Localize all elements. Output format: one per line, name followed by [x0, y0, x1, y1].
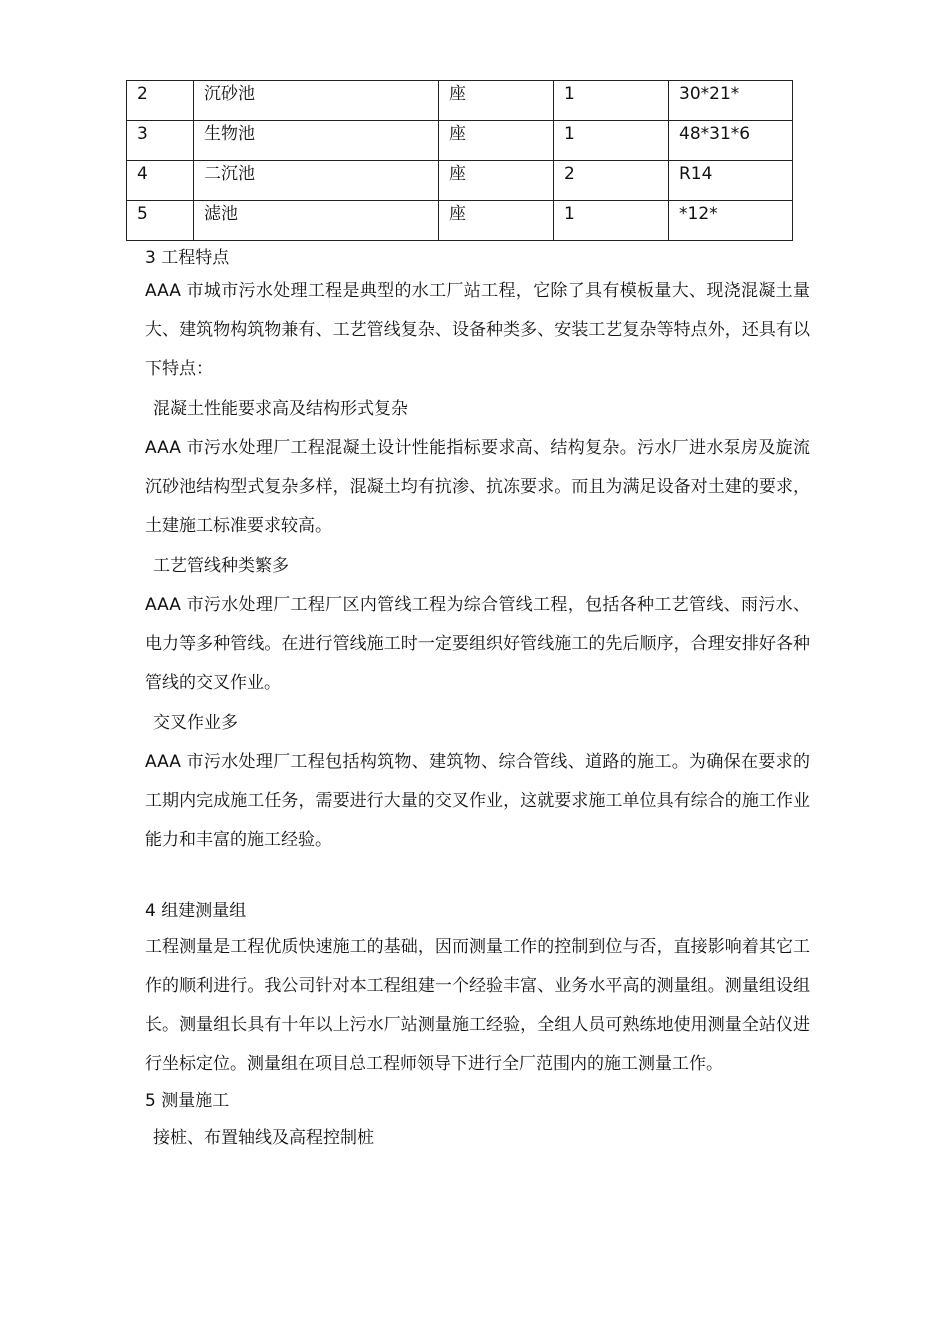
cell-qty: 1	[554, 121, 669, 161]
cell-size: 48*31*6	[669, 121, 793, 161]
table-row	[127, 121, 793, 161]
section-5-heading: 5 测量施工	[145, 1091, 230, 1111]
cell-unit: 座	[439, 201, 554, 241]
cell-no: 4	[127, 161, 194, 201]
feature-1-title: 混凝土性能要求高及结构形式复杂	[153, 399, 408, 419]
feature-2-text: AAA 市污水处理厂工程厂区内管线工程为综合管线工程，包括各种工艺管线、雨污水、电力等多种管线。在进行管线施工时一定要组织好管线施工的先后顺序，合理安排好各种管线的交叉作业。	[145, 595, 810, 693]
structures-table	[126, 80, 793, 241]
section-5-sub: 接桩、布置轴线及高程控制桩	[153, 1128, 374, 1148]
cell-name: 沉砂池	[194, 81, 439, 121]
cell-name: 滤池	[194, 201, 439, 241]
feature-1-text: AAA 市污水处理厂工程混凝土设计性能指标要求高、结构复杂。污水厂进水泵房及旋流沉砂池结构型式复杂多样，混凝土均有抗渗、抗冻要求。而且为满足设备对土建的要求，土建施工标准要求较高。	[145, 438, 810, 536]
cell-size: *12*	[669, 201, 793, 241]
cell-unit: 座	[439, 161, 554, 201]
cell-unit: 座	[439, 121, 554, 161]
section-spacer	[145, 860, 810, 894]
section-3-intro: AAA 市城市污水处理工程是典型的水工厂站工程，它除了具有模板量大、现浇混凝土量大、建筑物构筑物兼有、工艺管线复杂、设备种类多、安装工艺复杂等特点外，还具有以下特点：	[145, 281, 810, 379]
cell-name: 生物池	[194, 121, 439, 161]
cell-size: 30*21*	[669, 81, 793, 121]
cell-no: 5	[127, 201, 194, 241]
cell-qty: 1	[554, 201, 669, 241]
feature-3-text: AAA 市污水处理厂工程包括构筑物、建筑物、综合管线、道路的施工。为确保在要求的工期内完成施工任务，需要进行大量的交叉作业，这就要求施工单位具有综合的施工作业能力和丰富的施工经验。	[145, 752, 810, 850]
feature-2-title: 工艺管线种类繁多	[153, 556, 289, 576]
feature-3-title: 交叉作业多	[153, 713, 238, 733]
table-row	[127, 201, 793, 241]
section-3-heading: 3 工程特点	[145, 248, 230, 268]
section-4-heading: 4 组建测量组	[145, 901, 247, 921]
cell-unit: 座	[439, 81, 554, 121]
cell-qty: 1	[554, 81, 669, 121]
section-4-text: 工程测量是工程优质快速施工的基础，因而测量工作的控制到位与否，直接影响着其它工作的顺利进行。我公司针对本工程组建一个经验丰富、业务水平高的测量组。测量组设组长。测量组长具有十年以上污水厂站测量施工经验，全组人员可熟练地使用测量全站仪进行坐标定位。测量组在项目总工程师领导下进行全厂范围内的施工测量工作。	[145, 937, 810, 1074]
document-body	[145, 244, 810, 1158]
cell-size: R14	[669, 161, 793, 201]
cell-qty: 2	[554, 161, 669, 201]
table-row	[127, 81, 793, 121]
table-row	[127, 161, 793, 201]
cell-no: 3	[127, 121, 194, 161]
cell-no: 2	[127, 81, 194, 121]
cell-name: 二沉池	[194, 161, 439, 201]
